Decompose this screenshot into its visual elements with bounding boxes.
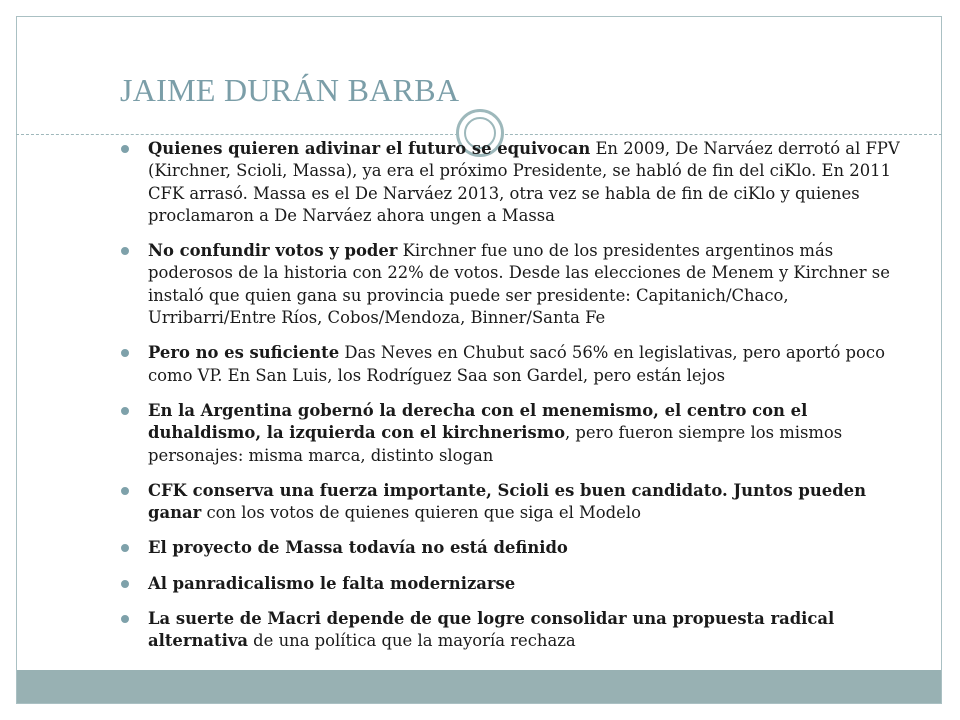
bullet-item <box>120 240 920 329</box>
bullet-text: Das Neves en Chubut sacó 56% en legislativas, pero aportó poco como VP. En San Luis, los Rodríguez Saa son Gardel, pero están lejos <box>148 343 885 385</box>
bullet-heading: Pero no es suficiente <box>148 343 340 363</box>
bullet-item <box>120 537 920 559</box>
bullet-item <box>120 342 920 387</box>
bullet-heading: Al panradicalismo le falta modernizarse <box>148 573 516 593</box>
bullet-list <box>120 138 920 653</box>
bullet-heading: Quienes quieren adivinar el futuro se equivocan <box>148 139 591 158</box>
bullet-text: con los votos de quienes quieren que siga el Modelo <box>201 503 641 523</box>
bullet-item <box>120 480 920 525</box>
bullet-heading: En la Argentina gobernó la derecha con el menemismo, el centro con el duhaldismo, la izquierda con el kirchnerismo <box>148 400 808 443</box>
bullet-heading: No confundir votos y poder <box>148 241 398 261</box>
bullet-heading: CFK conserva una fuerza importante, Scioli es buen candidato. Juntos pueden ganar <box>148 480 867 523</box>
bullet-heading: El proyecto de Massa todavía no está definido <box>148 538 568 558</box>
bullet-text: En 2009, De Narváez derrotó al FPV (Kirchner, Scioli, Massa), ya era el próximo Presidente, se habló de fin del ciKlo. En 2011 CFK arrasó. Massa es el De Narváez 2013, otra vez se habla de fin de ciKlo y quienes proclamaron a De Narváez ahora ungen a Massa <box>148 139 900 225</box>
footer-bar <box>17 670 941 703</box>
bullet-text: de una política que la mayoría rechaza <box>247 631 576 651</box>
bullet-text: Kirchner fue uno de los presidentes argentinos más poderosos de la historia con 22% de votos. Desde las elecciones de Menem y Kirchner se instaló que quien gana su provincia puede ser presidente: Capitanich/Chaco, Urribarri/Entre Ríos, Cobos/Mendoza, Binner/Santa Fe <box>148 241 890 328</box>
bullet-item <box>120 573 920 595</box>
bullet-item <box>120 608 920 653</box>
slide-title: JAIME DURÁN BARBA <box>120 72 460 108</box>
bullet-item <box>120 138 920 227</box>
bullet-item <box>120 400 920 467</box>
bullet-heading: La suerte de Macri depende de que logre consolidar una propuesta radical alternativa <box>148 609 835 651</box>
bullet-text: , pero fueron siempre los mismos personajes: misma marca, distinto slogan <box>148 423 843 465</box>
